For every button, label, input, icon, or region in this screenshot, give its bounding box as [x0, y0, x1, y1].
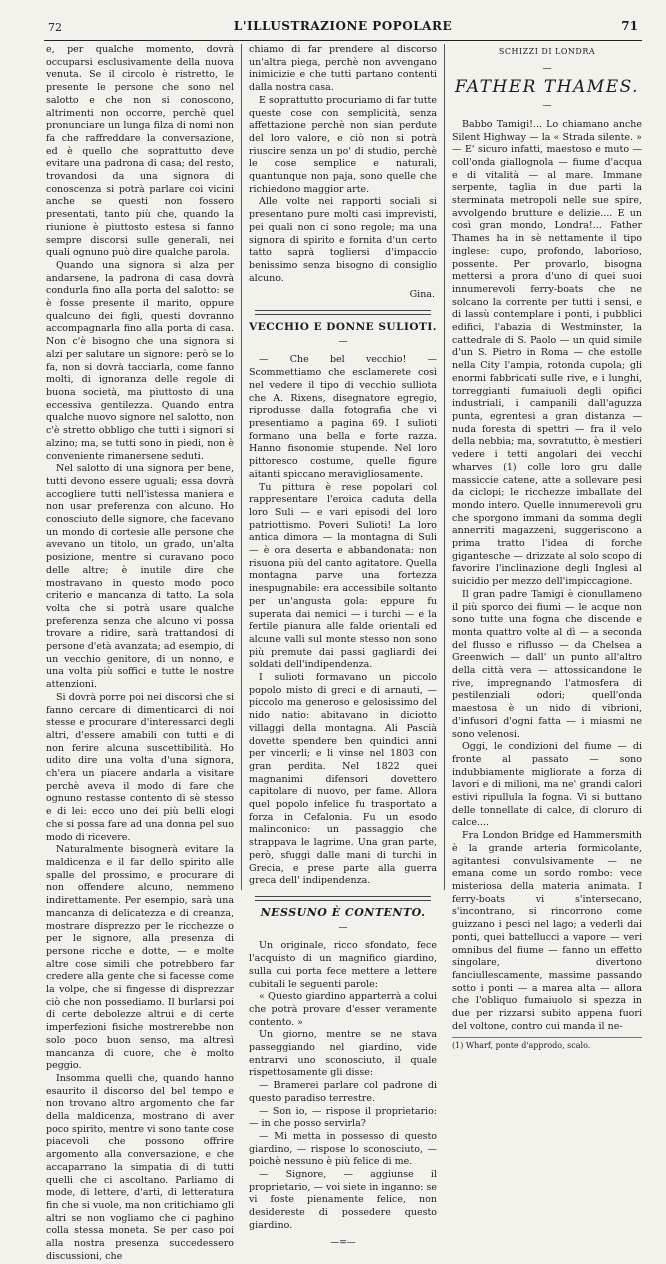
section-divider — [255, 896, 431, 901]
publication-title: L'ILLUSTRAZIONE POPOLARE — [233, 19, 453, 33]
paragraph: — Signore, — aggiunse il proprietario, — voi siete in inganno: se vi foste pienamente felice, non desidereste di possedere questo giardino. — [249, 1169, 437, 1231]
paragraph: Quando una signora si alza per andarsene, la padrona di casa dovrà condurla fino alla porta del salotto: se è fosse presente il marito, oppure qualcuno dei figli, questi dovranno accompagnarla fino alla porta di casa. Non c'è bisogno che una signora si alzi per salutare un signore: però se lo fa, non si dovrà tacciarla, come fanno molti, di ignoranza delle regole di buona società, ma piuttosto di una eccessiva gentilezza. Quando entra qualche nuovo signore nel salotto, non c'è stretto obbligo che tutti i signori si alzino; ma, se tutti sono in piedi, non è conveniente rimanersene seduti. — [46, 259, 234, 462]
title-dash: — — [542, 101, 552, 112]
paragraph: Tu pittura è rese popolari col rappresentare l'eroica caduta della loro Suli — e vari episodi del loro patriottismo. Poveri Sulioti! La loro antica dimora — la montagna di Suli — è ora deserta e abbandonata: non risuona più del canto agitatore. Quella montagna parve una fortezza inespugnabile: era accessibile soltanto per un'angusta gola: eppure fu superata dai nemici — i turchi — e la fertile pianura alle falde orientali ed alcune valli sul monte stesso non sono più premute dai passi gagliardi dei soldati dell'indipendenza. — [249, 481, 437, 671]
title-dash: — — [338, 922, 348, 933]
kicker-dash: — — [542, 63, 552, 74]
title-dash: — — [338, 336, 348, 347]
section-title-sulioti: VECCHIO E DONNE SULIOTI. — [249, 321, 437, 334]
column-left — [46, 44, 234, 1262]
end-mark: —=— — [330, 1237, 356, 1248]
paragraph: Nel salotto di una signora per bene, tutti devono essere uguali; essa dovrà accogliere tutti nell'istessa maniera e non usar preferenza con alcuno. Ho conosciuto delle signore, che facevano un mondo di cortesie alle persone che avevano un titolo, un grado, un'alta posizione, mentre si curavano poco delle altre; è inutile dire che mostravano in questo modo poco criterio e mancanza di tatto. La sola volta che si potrà usare qualche preferenza senza che alcuno vi possa trovare a ridire, sarà trattandosi di persone d'età avanzata; ad esempio, di un vecchio genitore, di un nonno, e una volta più soffici e tutte le nostre attenzioni. — [46, 463, 234, 691]
paragraph: Babbo Tamigi!... Lo chiamano anche Silent Highway — la « Strada silente. » — E' sicuro infatti, maestoso e muto — coll'onda giallognola — fiume d'acqua e di vitalità — al mare. Immane serpente, taglia in due parti la sterminata metropoli nelle sue spire, avvolgendo brutture e delizie.... E un così gran mondo, Londra!... Father Thames ha in sè nettamente il tipo inglese: cupo, profondo, laborioso, possente. Per provarlo, bisogna mettersi a prora d'uno di quei suoi innumerevoli ferry-boats che ne solcano la corrente per tutti i sensi, e di lassù contemplare i ponti, i pubblici edifici, l'abazia di Westminster, la cattedrale di S. Paolo — un quid simile d'un S. Pietro in Roma — che estolle nella City l'ampia, rotonda cupola; gli enormi fabbricati sulle rive, e i lunghi, torreggianti fumaiuoli degli opifici industriali, i campanili dall'aguzza punta, egrentesi a gran distanza — nuda foresta di spettri — fra il velo della nebbia; ma, sovratutto, è mestieri vedere i tetti angolari dei vecchi wharves (1) colle loro gru dalle massiccie catene, atte a sollevare pesi da ciclopi; le ricchezze imballate del mondo intero. Quelle innumerevoli gru che sporgono immani da somma degli annerriti magazzeni, suggeriscono a prima tratto l'idea di forche gigantesche — drizzate al solo scopo di favorire l'inclinazione degli Inglesi al suicidio per mezzo dell'impiccagione. — [452, 118, 642, 588]
column-right — [452, 44, 642, 1051]
page-number: 71 — [621, 19, 638, 33]
paragraph: Naturalmente bisognerà evitare la maldicenza e il far dello spirito alle spalle del prossimo, e procurare di non offendere alcuno, nemmeno indirettamente. Per esempio, sarà una mancanza di delicatezza e di creanza, mostrare disprezzo per le ricchezze o per le signore, alla presenza di persone ricche e dotte, — e molte altre cose simili che potrebbero far credere alla gente che si facesse come la volpe, che si fingesse di disprezzar ciò che non possediamo. Il burlarsi poi di certe debolezze altrui e di certe imperfezioni fisiche mostrerebbe non solo poco buon senso, ma altresì mancanza di cuore, che è molto peggio. — [46, 844, 234, 1072]
section-title-nessuno: NESSUNO È CONTENTO. — [260, 906, 426, 919]
page-header — [44, 18, 642, 41]
paragraph: Insomma quelli che, quando hanno esaurito il discorso del bel tempo e non trovano altro argomento che far della maldicenza, mostrano di aver poco spirito, mentre vi sono tante cose piacevoli che possono offrire argomento alla conversazione, e che accaparrano la simpatia di di tutti quelli che ci ascoltano. Parliamo di mode, di lettere, d'arti, di letteratura fin che si vuole, ma non critichiamo gli altri se non vogliamo che ci paghino colla stessa moneta. Se per caso poi alla nostra presenza succedessero discussioni, che — [46, 1072, 234, 1262]
paragraph: Si dovrà porre poi nei discorsi che si fanno cercare di dimenticarci di noi stesse e procurare d'interessarci degli altri, d'essere amabili con tutti e di non ferire alcuna suscettibilità. Ho udito dire una volta d'una signora, ch'era un piacere andarla a visitare perchè aveva il modo di fare che ognuno restasse contento di sè stesso e di lei: ecco uno dei più belli elogi che si possa fare ad una donna pel suo modo di ricevere. — [46, 691, 234, 843]
paragraph: Oggi, le condizioni del fiume — di fronte al passato — sono indubbiamente migliorate a forza di lavori e di milioni, ma ne' grandi calori estivi ripullula la fogna. Vi si buttano delle tonnellate di calce, di cloruro di calce.... — [452, 741, 642, 829]
article-title: FATHER THAMES. — [454, 77, 640, 98]
section-kicker: SCHIZZI DI LONDRA — [498, 47, 596, 56]
paragraph: Un giorno, mentre se ne stava passeggiando nel giardino, vide entrarvi uno sconosciuto, il quale rispettosamente gli disse: — [249, 1029, 437, 1079]
footnote: (1) Wharf, ponte d'approdo, scalo. — [452, 1037, 642, 1053]
paragraph: E soprattutto procuriamo di far tutte queste cose con semplicità, senza affettazione perchè non sian perdute del loro valore, e ciò non si potrà riuscire senza un po' di studio, perchè le cose semplice e naturali, quantunque non paja, sono quelle che richiedono maggior arte. — [249, 94, 437, 195]
column-rule-2 — [444, 44, 445, 890]
paragraph: Fra London Bridge ed Hammersmith è la grande arteria formicolante, agitantesi convulsivamente — ne emana come un sordo rombo: vece misteriosa della materia animata. I ferry-boats vi s'intersecano, s'incontrano, si rincorrono come guizzano i pesci nel lago; a vederli dai ponti, quei battellucci a vapore — veri omnibus del fiume — fanno un effetto singolare, divertono fanciullescamente, massime passando sotto i ponti — a marea alta — allora che l'obliquo fumaiuolo si spezza in due per rizzarsi subito appena fuori del voltone, contro cui manda il ne- — [452, 830, 642, 1032]
column-middle — [249, 44, 437, 1248]
column-rule-1 — [241, 44, 242, 890]
page-number-left: 72 — [48, 21, 62, 34]
section-divider — [255, 310, 431, 315]
paragraph: e, per qualche momento, dovrà occuparsi esclusivamente della nuova venuta. Se il circolo è ristretto, le presente le persone che sono nel salotto e che non si conoscono, altrimenti non occorre, perchè quel pronunciare un lunga filza di nomi non fa che raffreddare la conversazione, ed è quello che soprattutto deve evitare una padrona di casa; del resto, trovandosi da una signora di conoscenza si potrà parlare coi vicini anche se questi non fossero presentati, tanto più che, quando la riunione è piuttosto estesa si fanno sempre discorsi sulle generali, nei quali ognuno può dire qualche parola. — [46, 44, 234, 259]
paragraph: — Che bel vecchio! — Scommettiamo che esclamerete così nel vedere il tipo di vecchio sulliota che A. Rixens, disegnatore egregio, riprodusse dalla fotografia che vi presentiamo a pagina 69. I sulioti formano una bella e forte razza. Hanno fisonomie stupende. Nel loro pittoresco costume, quelle figure aitanti spiccano meravigliosamente. — [249, 354, 437, 480]
paragraph: — Mi metta in possesso di questo giardino, — rispose lo sconosciuto, — poichè nessuno è più felice di me. — [249, 1130, 437, 1168]
paragraph: — Son io, — rispose il proprietario: — in che posso servirla? — [249, 1105, 437, 1130]
paragraph: « Questo giardino apparterrà a colui che potrà provare d'esser veramente contento. » — [249, 991, 437, 1028]
paragraph: Il gran padre Tamigi è cionullameno il più sporco dei fiumi — le acque non sono tutte una fogna che discende e monta quattro volte al dì — a seconda del flusso e riflusso — da Chelsea a Greenwich — dall' un punto all'altro della città vera — attossicandone le rive, impregnando l'atmosfera di pestilenziali odori; quell'onda maestosa è un nido di vibrioni, d'infusori d'ogni fatta — i miasmi ne sono velenosi. — [452, 588, 642, 740]
article-signature: Gina. — [409, 289, 435, 301]
paragraph: Un originale, ricco sfondato, fece l'acquisto di un magnifico giardino, sulla cui porta fece mettere a lettere cubitali le seguenti parole: — [249, 940, 437, 990]
paragraph: Alle volte nei rapporti sociali si presentano pure molti casi imprevisti, pei quali non ci sono regole; ma una signora di spirito e fornita d'un certo tatto saprà togliersi d'impaccio benissimo senza bisogno di consiglio alcuno. — [249, 196, 437, 284]
paragraph: chiamo di far prendere al discorso un'altra piega, perchè non avvengano inimicizie e che tutti partano contenti dalla nostra casa. — [249, 44, 437, 94]
paragraph: I sulioti formavano un piccolo popolo misto di greci e di arnauti, — piccolo ma generoso e gelosissimo del nido natio: abitavano in diciotto villaggi della montagna. Ali Pascià dovette spendere ben quindici anni per vincerli; e li vinse nel 1803 con gran perdita. Nel 1822 quei magnanimi difensori dovettero capitolare di nuovo, per fame. Allora quel popolo infelice fu trasportato a forza in Cefalonia. Fu un esodo malinconico: un passaggio che strappava le lagrime. Una gran parte, però, sfuggì dalle mani di turchi in Grecia, e prese parte alla guerra greca dell' indipendenza. — [249, 672, 437, 887]
paragraph: — Bramerei parlare col padrone di questo paradiso terrestre. — [249, 1080, 437, 1104]
